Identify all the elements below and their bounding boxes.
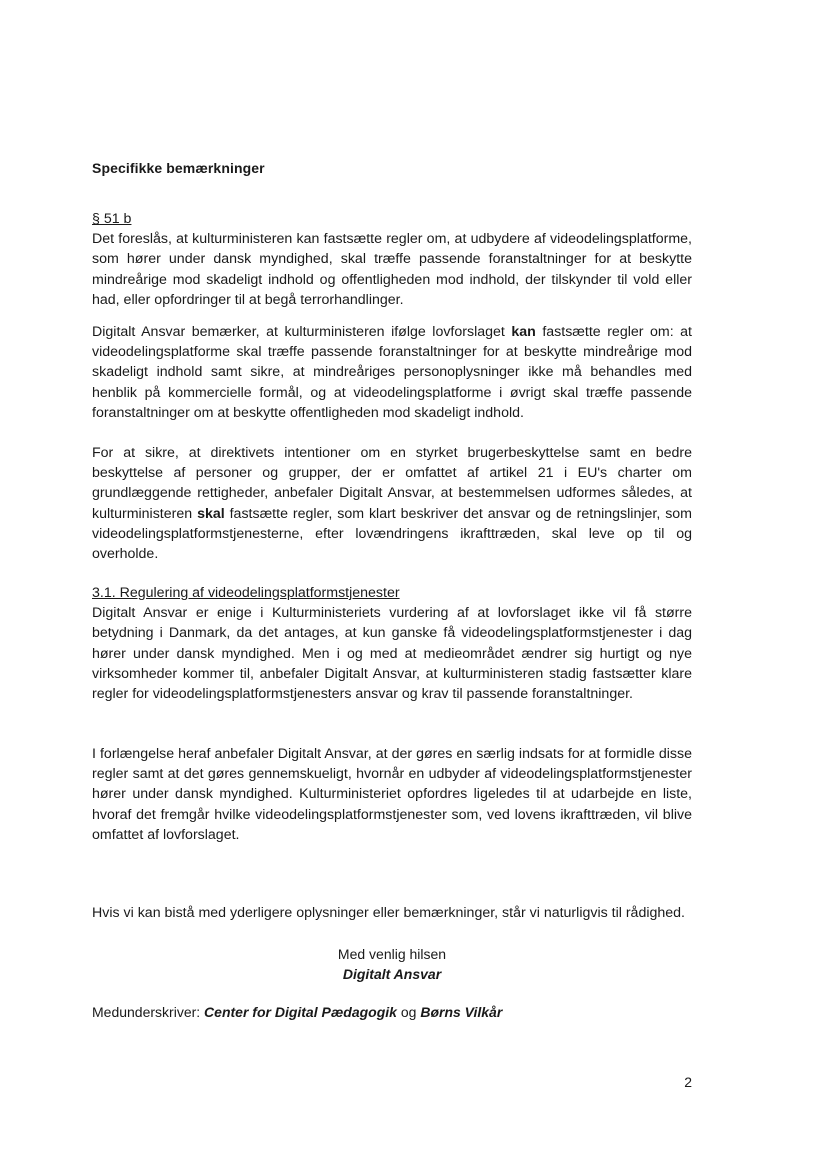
closing-text: Hvis vi kan bistå med yderligere oplysninger eller bemærkninger, står vi naturligvis til rådighed. [92, 905, 685, 921]
section-3-1-body: Digitalt Ansvar er enige i Kulturministeriets vurdering af at lovforslaget ikke vil få større betydning i Danmark, da det antages, at kun ganske få videodelingsplatformstjenester i dag hører under dansk myndighed. Men i og med at medieområdet ændrer sig hurtigt og nye virksomheder kommer til, anbefaler Digitalt Ansvar, at kulturministeren stadig fastsætter klare regler for videodelingsplatformstjenesters ansvar og krav til passende foranstaltninger. [92, 605, 692, 703]
cosigners-conjunction: og [400, 1004, 417, 1020]
cosigners-label: Medunderskriver: [92, 1004, 201, 1020]
greeting: Med venlig hilsen [337, 946, 447, 962]
paragraph-skal-part2: fastsætte regler, som klart beskriver det ansvar og de retningslinjer, som videodelingsplatformstjenesterne, efter lovændringens ikrafttræden, skal leve op til og overholde. [92, 505, 692, 563]
section-3-1-title: 3.1. Regulering af videodelingsplatformstjenester [92, 585, 400, 601]
paragraph-kan-part1: Digitalt Ansvar bemærker, at kulturministeren ifølge lovforslaget [92, 324, 512, 340]
section-51b [92, 209, 692, 310]
paragraph-recommendation-text: I forlængelse heraf anbefaler Digitalt Ansvar, at der gøres en særlig indsats for at formidle disse regler samt at det gøres gennemskueligt, hvornår en udbyder af videodelingsplatformstjenester hører under dansk myndighed. Kulturministeriet opfordres ligeledes til at udarbejde en liste, hvoraf det fremgår hvilke videodelingsplatformstjenester som, ved lovens ikrafttræden, vil blive omfattet af lovforslaget. [92, 746, 692, 843]
paragraph-skal-bold: skal [197, 505, 225, 522]
signature: Digitalt Ansvar [342, 966, 442, 982]
paragraph-kan-bold: kan [511, 324, 536, 340]
paragraph-skal-text [92, 443, 692, 564]
page-number: 2 [684, 1074, 692, 1090]
page-heading: Specifikke bemærkninger [92, 160, 265, 176]
closing-paragraph [92, 903, 692, 923]
paragraph-kan-part2: fastsætte regler om: at videodelingsplatforme skal træffe passende foranstaltninger for at beskytte mindreårige mod skadeligt indhold samt sikre, at mindreåriges personoplysninger ikke må behandles med henblik på kommercielle formål, og at videodelingsplatforme i øvrigt skal træffe passende foranstaltninger om at beskytte offentligheden mod skadeligt indhold. [92, 324, 692, 421]
section-51b-body: Det foreslås, at kulturministeren kan fastsætte regler om, at udbydere af videodelingsplatforme, som hører under dansk myndighed, skal træffe passende foranstaltninger for at beskytte mindreårige mod skadeligt indhold og offentligheden mod indhold, der tilskynder til vold eller had, eller opfordringer til at begå terrorhandlinger. [92, 231, 692, 308]
section-3-1 [92, 583, 692, 704]
paragraph-skal-part1: For at sikre, at direktivets intentioner om en styrket brugerbeskyttelse samt en bedre beskyttelse af personer og grupper, der er omfattet af artikel 21 i EU's charter om grundlæggende rettigheder, anbefaler Digitalt Ansvar, at bestemmelsen udformes således, at kulturministeren [92, 445, 692, 522]
cosigner-org-2: Børns Vilkår [420, 1004, 503, 1020]
paragraph-kan-text [92, 322, 692, 423]
paragraph-kan [92, 322, 692, 423]
section-51b-title: § 51 b [92, 211, 132, 227]
paragraph-recommendation [92, 744, 692, 845]
cosigners [92, 1004, 502, 1020]
cosigner-org-1: Center for Digital Pædagogik [204, 1004, 397, 1020]
paragraph-skal [92, 443, 692, 564]
